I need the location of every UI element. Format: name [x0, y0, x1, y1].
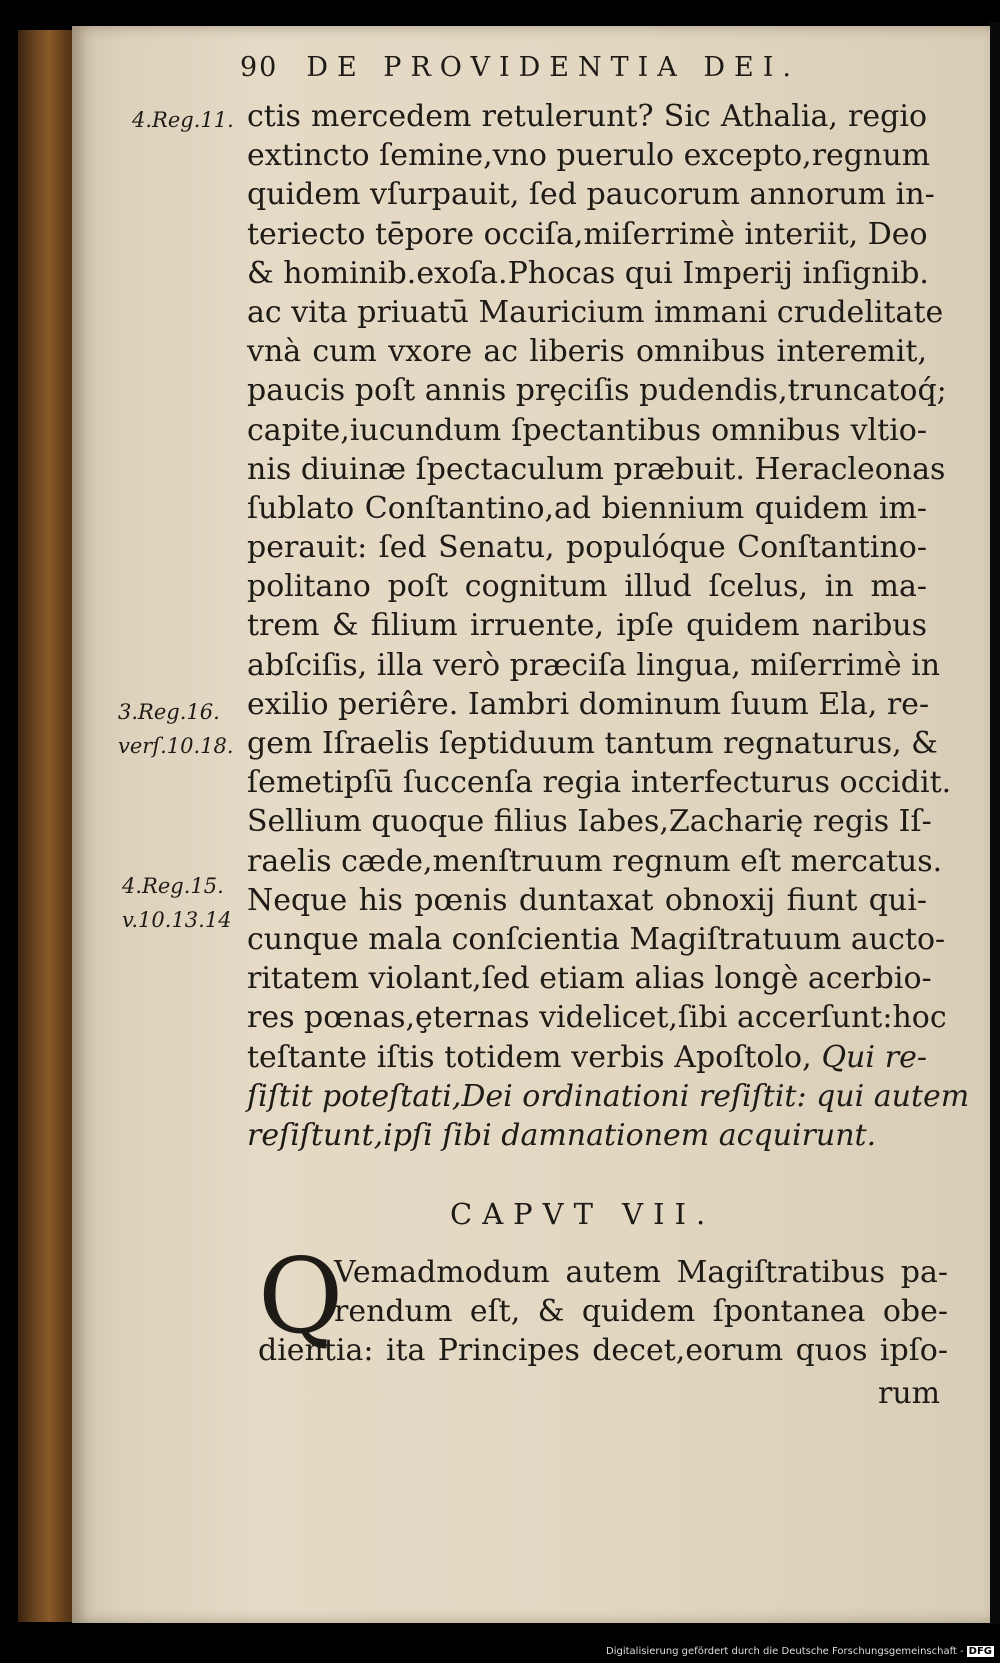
running-title: DE PROVIDENTIA DEI.	[306, 52, 800, 83]
text-line: rendum eſt, & quidem ſpontanea obe-	[334, 1294, 948, 1330]
margin-note: v.10.13.14	[122, 908, 232, 932]
text-line: res pœnas,ȩternas videlicet,ſibi accerſunt:hoc	[247, 1000, 947, 1036]
text-segment: teſtante iſtis totidem verbis Apoſtolo,	[247, 1039, 812, 1075]
drop-capital: Q	[258, 1235, 344, 1357]
quote-line: ſiſtit poteſtati,Dei ordinationi reſiſtit: qui autem	[247, 1078, 970, 1114]
text-line: ſublato Conſtantino,ad biennium quidem im-	[247, 490, 927, 526]
text-line: vnà cum vxore ac liberis omnibus interemit,	[247, 334, 927, 370]
text-line: exilio periêre. Iambri dominum ſuum Ela, re-	[247, 686, 930, 722]
quote-line: reſiſtunt,ipſi ſibi damnationem acquirunt.	[247, 1117, 877, 1153]
chapter-heading: CAPVT VII.	[450, 1197, 716, 1231]
text-line: dientia: ita Principes decet,eorum quos ipſo-	[258, 1333, 948, 1369]
footer-text: Digitalisierung gefördert durch die Deutsche Forschungsgemeinschaft -	[606, 1646, 964, 1657]
text-line: ſemetipſū ſuccenſa regia interfecturus occidit.	[247, 765, 952, 801]
text-line: trem & filium irruente, ipſe quidem naribus	[247, 608, 927, 644]
margin-note: 3.Reg.16.	[118, 700, 220, 724]
text-line: politano poſt cognitum illud ſcelus, in ma-	[247, 569, 927, 605]
chapter-paragraph	[258, 1252, 948, 1370]
text-line: quidem vſurpauit, ſed paucorum annorum in-	[247, 177, 935, 213]
margin-note: verſ.10.18.	[118, 734, 234, 758]
text-line: ritatem violant,ſed etiam alias longè acerbio-	[247, 961, 932, 997]
margin-note: 4.Reg.15.	[122, 874, 224, 898]
text-line: raelis cæde,menſtruum regnum eſt mercatus.	[247, 843, 943, 879]
text-line: teriecto tēpore occiſa,miſerrimè interiit, Deo	[247, 216, 928, 252]
page-right-edge	[990, 22, 1000, 1624]
body-text	[247, 97, 970, 1155]
text-line: extincto ſemine,vno puerulo excepto,regnum	[247, 138, 931, 174]
text-line: perauit: ſed Senatu, populóque Conſtantino-	[247, 530, 927, 566]
text-line: & hominib.exoſa.Phocas qui Imperij inſignib.	[247, 255, 929, 291]
text-line: capite,iucundum ſpectantibus omnibus vltio-	[247, 412, 927, 448]
text-line: nis diuinæ ſpectaculum præbuit. Heracleonas	[247, 451, 946, 487]
dfg-logo: DFG	[968, 1646, 992, 1657]
text-line: Vemadmodum autem Magiſtratibus pa-	[334, 1255, 948, 1290]
page-number: 90	[240, 52, 279, 83]
text-line: ac vita priuatū Mauricium immani crudelitate	[247, 294, 944, 330]
quote-start: Qui re-	[821, 1039, 927, 1075]
text-line	[247, 1038, 927, 1077]
running-header	[240, 52, 850, 83]
margin-note: 4.Reg.11.	[132, 108, 234, 132]
text-line: gem Iſraelis ſeptiduum tantum regnaturus, &	[247, 726, 938, 761]
text-line: Neque his pœnis duntaxat obnoxij fiunt qui-	[247, 882, 927, 918]
text-line: paucis poſt annis prȩciſis pudendis,truncatoq́;	[247, 373, 947, 409]
digitization-footer	[606, 1646, 994, 1657]
text-line: cunque mala conſcientia Magiſtratuum aucto-	[247, 921, 946, 957]
text-line: ctis mercedem retulerunt? Sic Athalia, regio	[247, 99, 927, 134]
catchword: rum	[878, 1376, 941, 1411]
text-line: abſciſis, illa verò præciſa lingua, miſerrimè in	[247, 647, 941, 683]
text-line: Sellium quoque filius Iabes,Zacharię regis Iſ-	[247, 804, 932, 840]
